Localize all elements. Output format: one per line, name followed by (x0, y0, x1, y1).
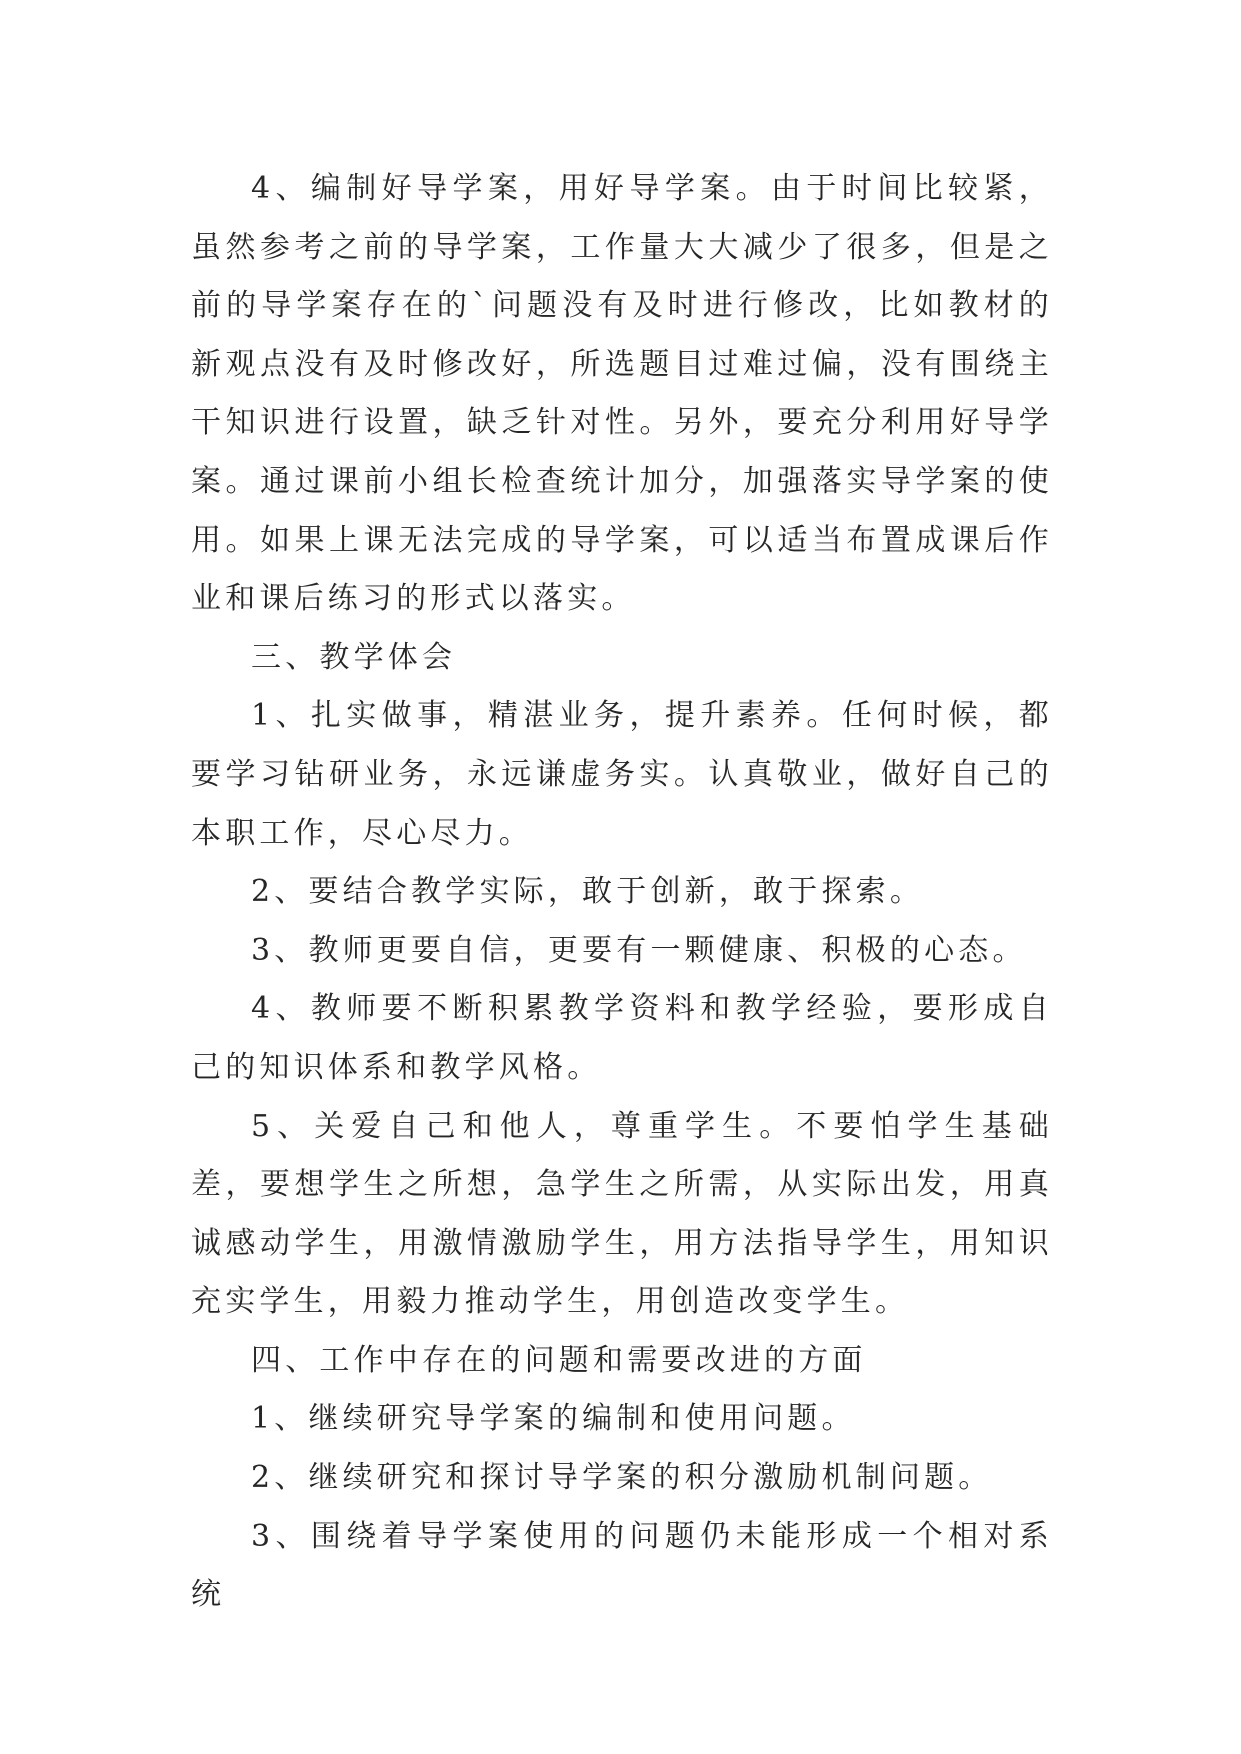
paragraph-experience-1: 1、扎实做事，精湛业务，提升素养。任何时候，都要学习钻研业务，永远谦虚务实。认真敬业，做好自己的本职工作，尽心尽力。 (191, 698, 1053, 851)
paragraph-problem-1: 1、继续研究导学案的编制和使用问题。 (251, 1401, 856, 1437)
paragraph-experience-4: 4、教师要不断积累教学资料和教学经验，要形成自己的知识体系和教学风格。 (191, 991, 1053, 1085)
paragraph-experience-5: 5、关爱自己和他人，尊重学生。不要怕学生基础差，要想学生之所想，急学生之所需，从实际出发，用真诚感动学生，用激情激励学生，用方法指导学生，用知识充实学生，用毅力推动学生，用创造改变学生。 (191, 1108, 1053, 1320)
heading-problems-improvements: 四、工作中存在的问题和需要改进的方面 (251, 1342, 867, 1378)
document-body (191, 160, 1053, 1625)
paragraph-experience-2: 2、要结合教学实际，敢于创新，敢于探索。 (251, 874, 925, 910)
paragraph-problem-2: 2、继续研究和探讨导学案的积分激励机制问题。 (251, 1460, 993, 1496)
heading-teaching-experience: 三、教学体会 (251, 639, 457, 675)
paragraph-guide-plan: 4、编制好导学案，用好导学案。由于时间比较紧，虽然参考之前的导学案，工作量大大减少了很多，但是之前的导学案存在的`问题没有及时进行修改，比如教材的新观点没有及时修改好，所选题目过难过偏，没有围绕主干知识进行设置，缺乏针对性。另外，要充分利用好导学案。通过课前小组长检查统计加分，加强落实导学案的使用。如果上课无法完成的导学案，可以适当布置成课后作业和课后练习的形式以落实。 (191, 171, 1053, 617)
paragraph-problem-3: 3、围绕着导学案使用的问题仍未能形成一个相对系统 (191, 1518, 1053, 1613)
paragraph-experience-3: 3、教师更要自信，更要有一颗健康、积极的心态。 (251, 932, 1027, 968)
